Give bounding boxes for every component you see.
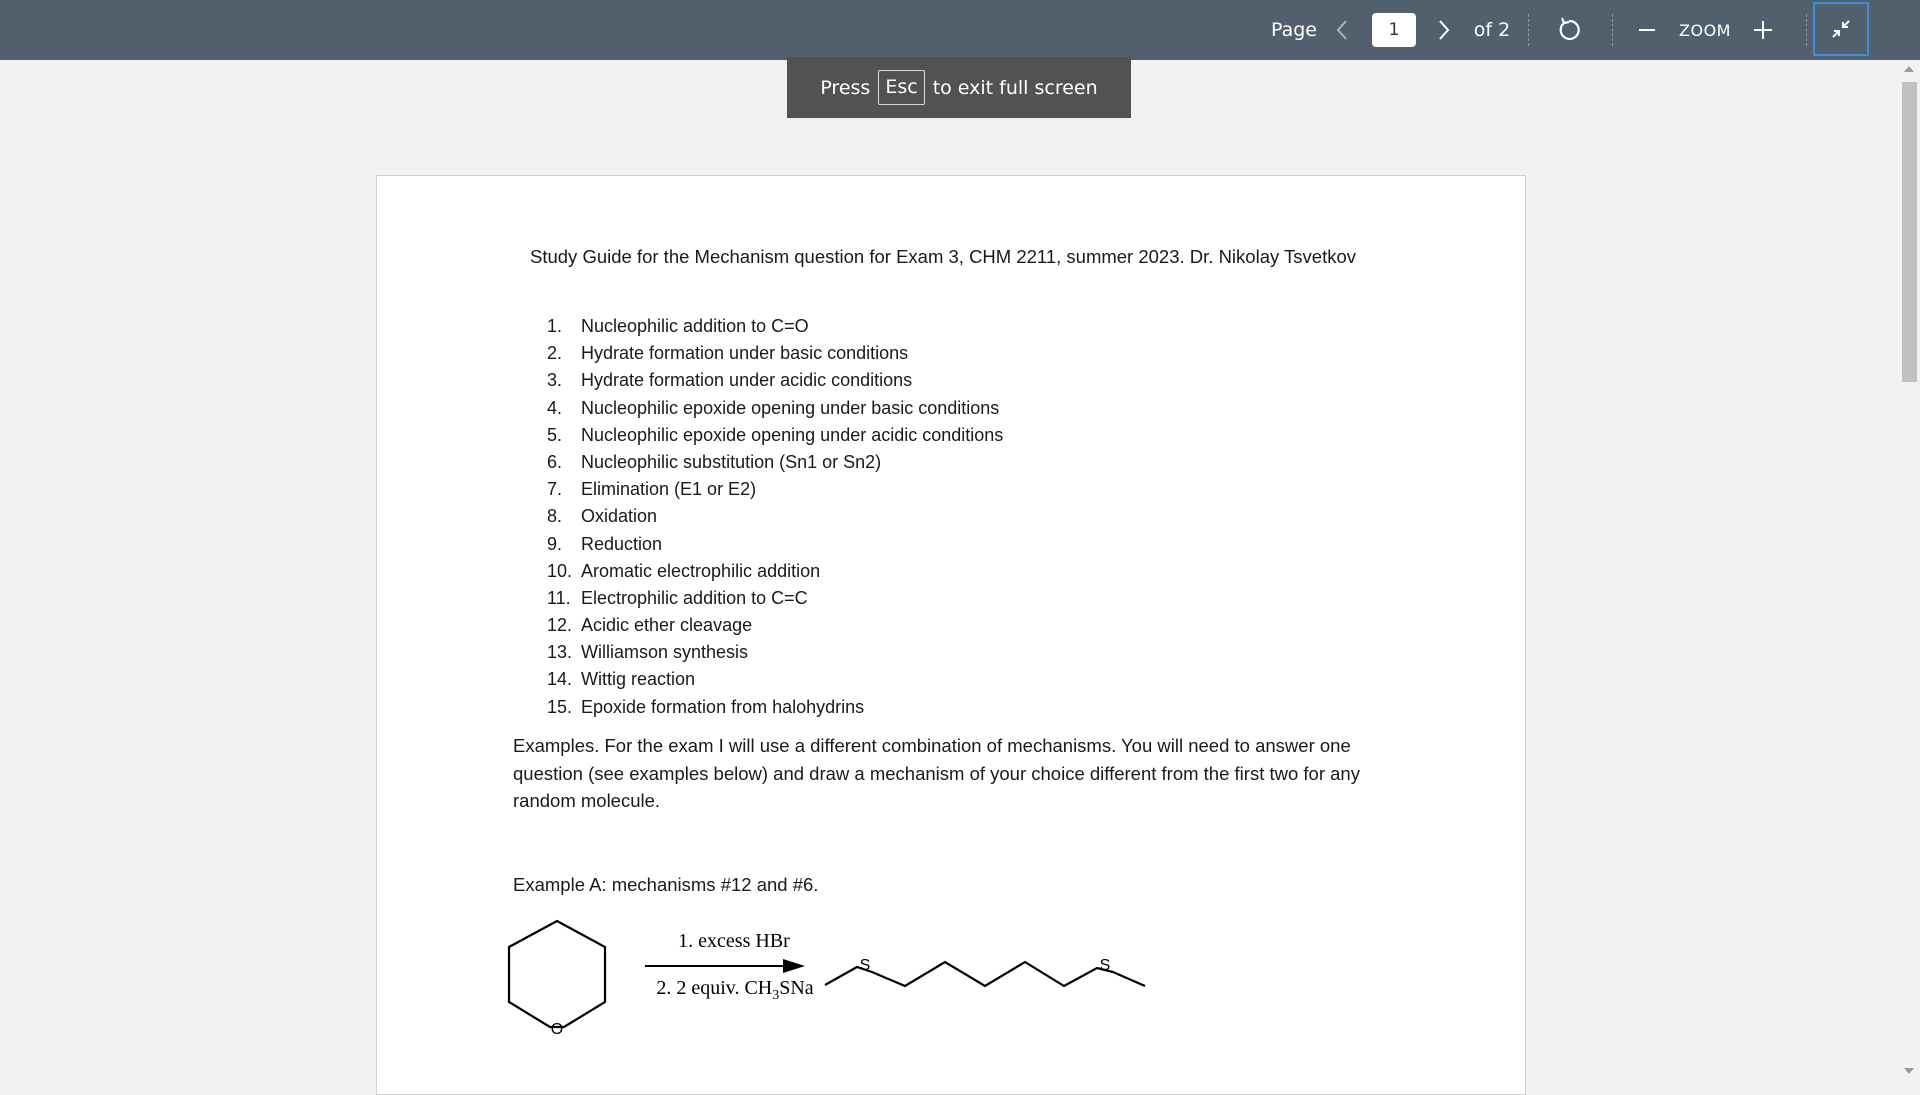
example-a-heading: Example A: mechanisms #12 and #6. xyxy=(513,874,819,895)
zoom-out-button[interactable] xyxy=(1632,0,1662,60)
tetrahydropyran-ring xyxy=(509,921,605,1027)
notice-suffix: to exit full screen xyxy=(932,76,1098,99)
mechanism-number: 10. xyxy=(547,560,573,581)
sulfur-label-1: S xyxy=(859,957,871,974)
pdf-page xyxy=(376,175,1526,1095)
mechanism-list-item xyxy=(547,531,1003,558)
chevron-left-icon xyxy=(1335,19,1349,41)
examples-paragraph: Examples. For the exam I will use a different combination of mechanisms. You will need to answer one question (see examples below) and draw a mechanism of your choice different from the first two for any random molecule. xyxy=(513,735,1360,811)
mechanism-number: 2. xyxy=(547,343,563,364)
minus-icon xyxy=(1637,20,1657,40)
toolbar-divider xyxy=(1806,14,1807,46)
exit-fullscreen-icon xyxy=(1829,17,1853,41)
mechanism-list-item xyxy=(547,558,1003,585)
page-number-input[interactable] xyxy=(1372,13,1416,47)
mechanism-number: 4. xyxy=(547,397,563,418)
esc-key-badge: Esc xyxy=(878,70,924,105)
previous-page-button[interactable] xyxy=(1330,0,1354,60)
mechanism-text: Hydrate formation under basic conditions xyxy=(581,343,909,364)
sulfur-label-2: S xyxy=(1099,957,1111,974)
mechanism-list-item xyxy=(547,694,1003,721)
mechanism-list xyxy=(547,313,1003,721)
mechanism-text: Hydrate formation under acidic conditions xyxy=(581,370,913,391)
toolbar-divider xyxy=(1612,14,1613,46)
mechanism-number: 9. xyxy=(547,533,563,554)
mechanism-text: Wittig reaction xyxy=(581,669,696,690)
vertical-scrollbar[interactable] xyxy=(1898,60,1920,1080)
mechanism-number: 7. xyxy=(547,479,563,500)
mechanism-number: 14. xyxy=(547,669,573,690)
next-page-button[interactable] xyxy=(1432,0,1456,60)
fullscreen-exit-notice xyxy=(787,57,1131,118)
mechanism-list-item xyxy=(547,476,1003,503)
mechanism-text: Elimination (E1 or E2) xyxy=(581,479,757,500)
rotate-icon xyxy=(1556,17,1582,43)
mechanism-text: Oxidation xyxy=(581,506,658,527)
mechanism-list-item xyxy=(547,639,1003,666)
mechanism-text: Nucleophilic addition to C=O xyxy=(581,316,809,336)
mechanism-text: Reduction xyxy=(581,533,663,554)
mechanism-number: 5. xyxy=(547,424,563,445)
notice-prefix: Press xyxy=(820,76,871,99)
scrollbar-thumb[interactable] xyxy=(1902,82,1917,382)
page-label: Page xyxy=(1271,19,1317,41)
plus-icon xyxy=(1752,19,1774,41)
document-title: Study Guide for the Mechanism question for Exam 3, CHM 2211, summer 2023. Dr. Nikolay Tsvetkov xyxy=(530,246,1357,267)
zoom-in-button[interactable] xyxy=(1748,0,1778,60)
ring-oxygen-label: O xyxy=(550,1021,564,1038)
mechanism-text: Nucleophilic epoxide opening under acidic conditions xyxy=(581,424,1004,445)
mechanism-list-item xyxy=(547,367,1003,394)
scroll-down-arrow-icon[interactable] xyxy=(1904,1068,1914,1074)
mechanism-text: Acidic ether cleavage xyxy=(581,615,753,636)
reaction-scheme xyxy=(507,916,1307,1056)
mechanism-list-item xyxy=(547,612,1003,639)
chevron-right-icon xyxy=(1437,19,1451,41)
mechanism-text: Nucleophilic substitution (Sn1 or Sn2) xyxy=(581,451,882,472)
reagent-step-2: 2. 2 equiv. $CH_3SNa$ xyxy=(656,977,814,1003)
mechanism-list-item xyxy=(547,395,1003,422)
mechanism-list-item xyxy=(547,313,1003,340)
mechanism-number: 6. xyxy=(547,451,563,472)
reagent-step-1: 1. excess HBr xyxy=(678,930,790,952)
mechanism-number: 11. xyxy=(547,587,571,608)
mechanism-list-item xyxy=(547,422,1003,449)
rotate-button[interactable] xyxy=(1552,0,1586,60)
mechanism-list-item xyxy=(547,666,1003,693)
mechanism-number: 15. xyxy=(547,696,573,717)
mechanism-number: 3. xyxy=(547,370,563,391)
reaction-arrow-head xyxy=(783,959,805,973)
mechanism-list-item xyxy=(547,585,1003,612)
mechanism-text: Aromatic electrophilic addition xyxy=(581,560,821,581)
toolbar-divider xyxy=(1528,14,1529,46)
page-total: of 2 xyxy=(1473,19,1511,41)
mechanism-list-item xyxy=(547,449,1003,476)
pdf-toolbar xyxy=(0,0,1920,60)
mechanism-text: Epoxide formation from halohydrins xyxy=(581,696,865,717)
mechanism-list-item xyxy=(547,503,1003,530)
scroll-up-arrow-icon[interactable] xyxy=(1904,66,1914,72)
mechanism-text: Electrophilic addition to C=C xyxy=(581,587,808,608)
mechanism-number: 8. xyxy=(547,506,563,527)
mechanism-text: Williamson synthesis xyxy=(581,642,749,663)
mechanism-list-item xyxy=(547,340,1003,367)
mechanism-number: 12. xyxy=(547,615,573,636)
mechanism-text: Nucleophilic epoxide opening under basic conditions xyxy=(581,397,1000,418)
exit-fullscreen-button[interactable] xyxy=(1813,2,1869,56)
mechanism-number: 1. xyxy=(547,316,563,336)
zoom-label: ZOOM xyxy=(1679,20,1731,40)
mechanism-number: 13. xyxy=(547,642,573,663)
product-chain xyxy=(825,962,1145,986)
